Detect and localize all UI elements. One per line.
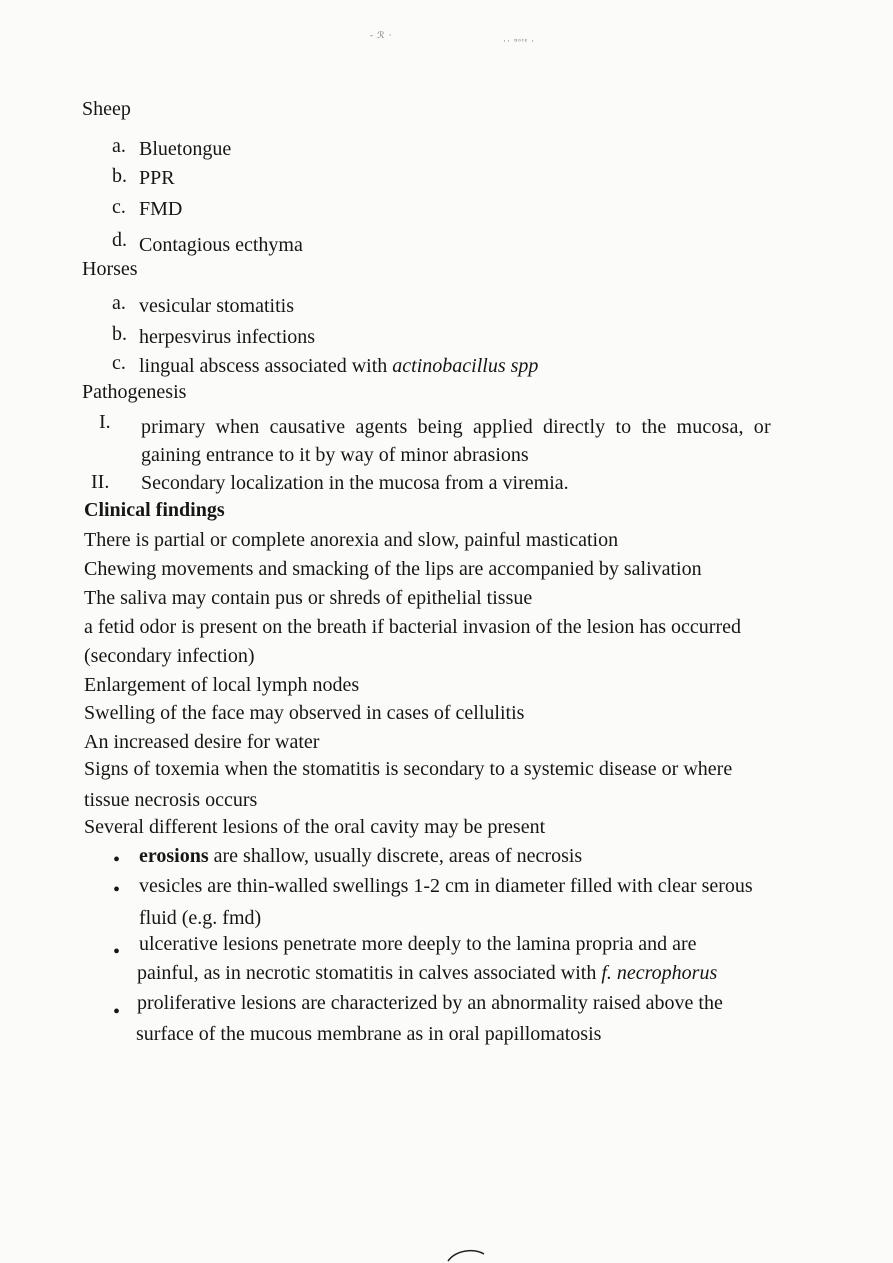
species-name: actinobacillus spp [392, 355, 539, 377]
list-marker: b. [112, 165, 127, 187]
list-item: Secondary localization in the mucosa from a viremia. [141, 472, 569, 494]
list-marker: a. [112, 135, 126, 157]
header-mark-right: ·· ⁿᵒʳᵉ · [503, 36, 536, 46]
list-item: primary when causative agents being applied directly to the mucosa, or [141, 416, 771, 438]
paragraph-line: (secondary infection) [84, 645, 255, 667]
bullet-point: • [113, 849, 121, 871]
page-scribble-mark [446, 1248, 486, 1262]
paragraph-line: Chewing movements and smacking of the lips are accompanied by salivation [84, 558, 702, 580]
bullet-item: proliferative lesions are characterized by an abnormality raised above the [137, 992, 723, 1014]
list-marker: c. [112, 352, 126, 374]
bullet-point: • [113, 941, 121, 963]
bullet-point: • [113, 1001, 121, 1023]
list-marker: II. [91, 471, 110, 493]
list-marker: b. [112, 323, 127, 345]
list-marker: I. [99, 411, 111, 433]
bullet-item: vesicles are thin-walled swellings 1-2 cm in diameter filled with clear serous [139, 875, 753, 897]
list-item: vesicular stomatitis [139, 295, 294, 317]
paragraph-line: Swelling of the face may observed in cases of cellulitis [84, 702, 525, 724]
paragraph-line: The saliva may contain pus or shreds of epithelial tissue [84, 587, 533, 609]
bullet-item-continuation: fluid (e.g. fmd) [139, 907, 262, 929]
paragraph-line: Enlargement of local lymph nodes [84, 674, 360, 696]
paragraph-line: Signs of toxemia when the stomatitis is secondary to a systemic disease or where [84, 758, 733, 780]
section-title-pathogenesis: Pathogenesis [82, 381, 187, 403]
paragraph-line: There is partial or complete anorexia and slow, painful mastication [84, 529, 619, 551]
bullet-item-continuation: surface of the mucous membrane as in oral papillomatosis [136, 1023, 602, 1045]
list-marker: c. [112, 196, 126, 218]
bullet-text: are shallow, usually discrete, areas of necrosis [208, 845, 583, 867]
list-item: Contagious ecthyma [139, 234, 303, 256]
list-item: PPR [139, 167, 175, 189]
bullet-item [139, 844, 582, 868]
paragraph-line: tissue necrosis occurs [84, 789, 258, 811]
list-item: Bluetongue [139, 138, 232, 160]
list-item: herpesvirus infections [139, 326, 316, 348]
list-marker: d. [112, 229, 127, 251]
bullet-item-continuation [137, 961, 717, 985]
section-title-horses: Horses [82, 258, 138, 280]
bullet-item: ulcerative lesions penetrate more deeply to the lamina propria and are [139, 933, 697, 955]
bullet-point: • [113, 879, 121, 901]
section-title-sheep: Sheep [82, 98, 131, 120]
paragraph-line: a fetid odor is present on the breath if bacterial invasion of the lesion has occurred [84, 616, 741, 638]
species-name: f. necrophorus [601, 962, 718, 984]
header-mark-left: - ℛ · [370, 30, 393, 40]
term-erosions: erosions [139, 845, 209, 867]
list-marker: a. [112, 292, 126, 314]
bullet-text: painful, as in necrotic stomatitis in calves associated with [137, 962, 602, 984]
paragraph-line: Several different lesions of the oral cavity may be present [84, 816, 546, 838]
list-item-text: lingual abscess associated with [139, 355, 393, 377]
section-title-clinical-findings: Clinical findings [84, 499, 225, 521]
paragraph-line: An increased desire for water [84, 731, 320, 753]
list-item: FMD [139, 198, 183, 220]
list-item [139, 354, 538, 378]
list-item-continuation: gaining entrance to it by way of minor abrasions [141, 444, 529, 466]
